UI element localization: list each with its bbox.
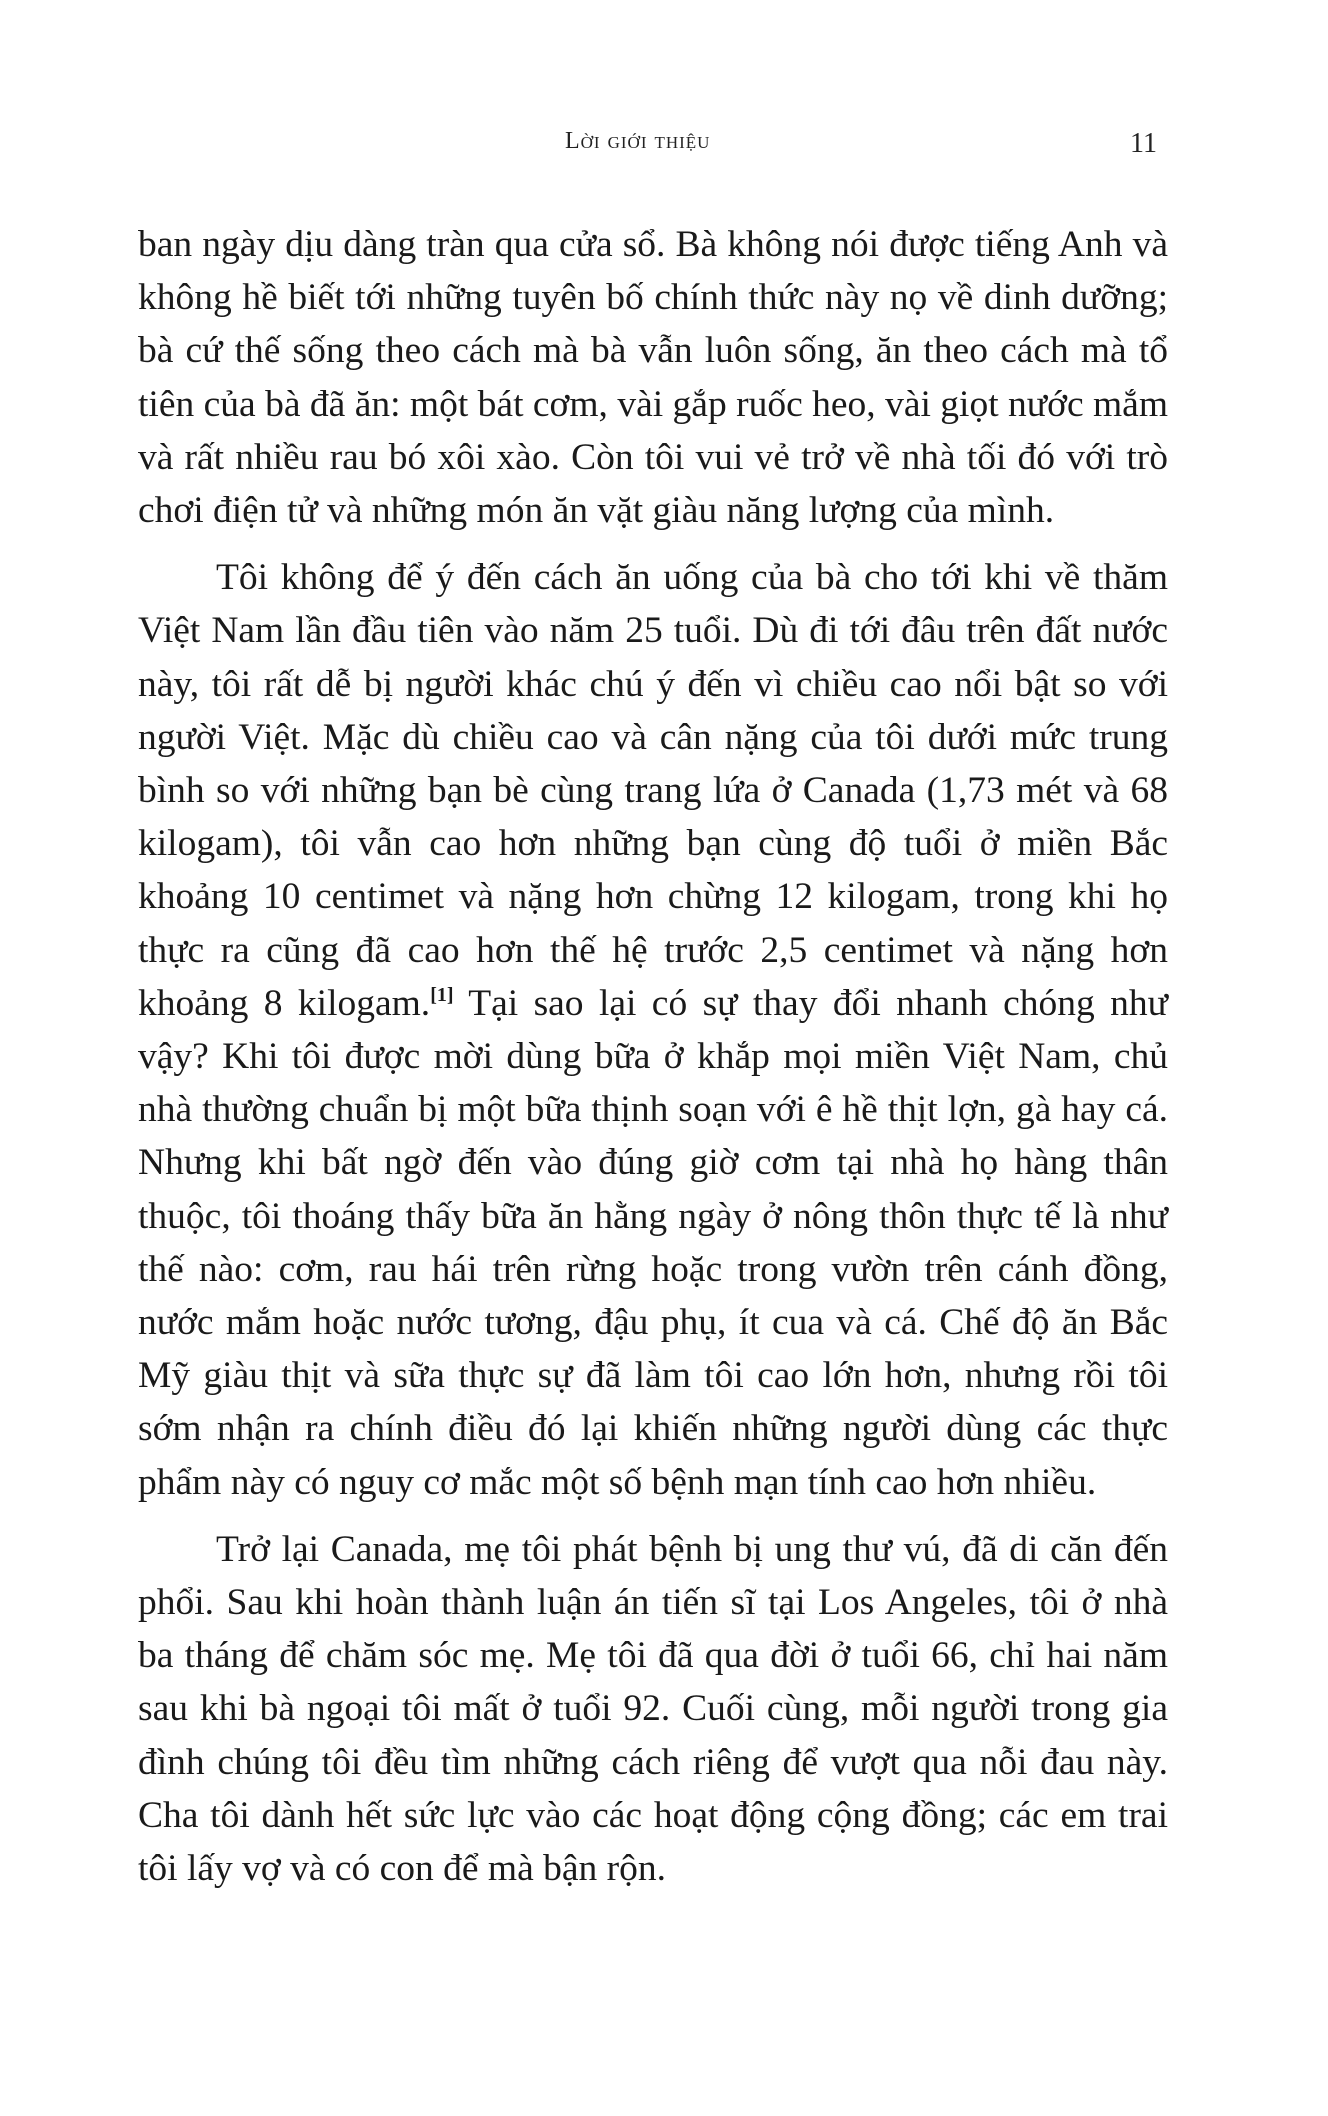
page-number: 11 xyxy=(1130,128,1157,159)
paragraph-return-canada: Trở lại Canada, mẹ tôi phát bệnh bị ung thư vú, đã di căn đến phổi. Sau khi hoàn thành luận án tiến sĩ tại Los Angeles, tôi ở nhà ba tháng để chăm sóc mẹ. Mẹ tôi đã qua đời ở tuổi 66, chỉ hai năm sau khi bà ngoại tôi mất ở tuổi 92. Cuối cùng, mỗi người trong gia đình chúng tôi đều tìm những cách riêng để vượt qua nỗi đau này. Cha tôi dành hết sức lực vào các hoạt động cộng đồng; các em trai tôi lấy vợ và có con để mà bận rộn. xyxy=(138,1528,1168,1890)
paragraph-text-part-1: Tôi không để ý đến cách ăn uống của bà cho tới khi về thăm Việt Nam lần đầu tiên vào năm 25 tuổi. Dù đi tới đâu trên đất nước này, tôi rất dễ bị người khác chú ý đến vì chiều cao nổi bật so với người Việt. Mặc dù chiều cao và cân nặng của tôi dưới mức trung bình so với những bạn bè cùng trang lứa ở Canada (1,73 mét và 68 kilogam), tôi vẫn cao hơn những bạn cùng độ tuổi ở miền Bắc khoảng 10 centimet và nặng hơn chừng 12 kilogam, trong khi họ thực ra cũng đã cao hơn thế hệ trước 2,5 centimet và nặng hơn khoảng 8 kilogam. xyxy=(138,557,1168,1024)
footnote-marker[interactable]: [1] xyxy=(430,983,454,1006)
running-header-title: Lời giới thiệu xyxy=(565,128,711,154)
body-text xyxy=(138,218,1168,1895)
paragraph-continued: ban ngày dịu dàng tràn qua cửa sổ. Bà không nói được tiếng Anh và không hề biết tới những tuyên bố chính thức này nọ về dinh dưỡng; bà cứ thế sống theo cách mà bà vẫn luôn sống, ăn theo cách mà tổ tiên của bà đã ăn: một bát cơm, vài gắp ruốc heo, vài giọt nước mắm và rất nhiều rau bó xôi xào. Còn tôi vui vẻ trở về nhà tối đó với trò chơi điện tử và những món ăn vặt giàu năng lượng của mình. xyxy=(138,224,1168,532)
paragraph-vietnam-visit xyxy=(138,551,1168,1509)
paragraph-text-part-2: Tại sao lại có sự thay đổi nhanh chóng như vậy? Khi tôi được mời dùng bữa ở khắp mọi miền Việt Nam, chủ nhà thường chuẩn bị một bữa thịnh soạn với ê hề thịt lợn, gà hay cá. Nhưng khi bất ngờ đến vào đúng giờ cơm tại nhà họ hàng thân thuộc, tôi thoáng thấy bữa ăn hằng ngày ở nông thôn thực tế là như thế nào: cơm, rau hái trên rừng hoặc trong vườn trên cánh đồng, nước mắm hoặc nước tương, đậu phụ, ít cua và cá. Chế độ ăn Bắc Mỹ giàu thịt và sữa thực sự đã làm tôi cao lớn hơn, nhưng rồi tôi sớm nhận ra chính điều đó lại khiến những người dùng các thực phẩm này có nguy cơ mắc một số bệnh mạn tính cao hơn nhiều. xyxy=(138,982,1168,1503)
